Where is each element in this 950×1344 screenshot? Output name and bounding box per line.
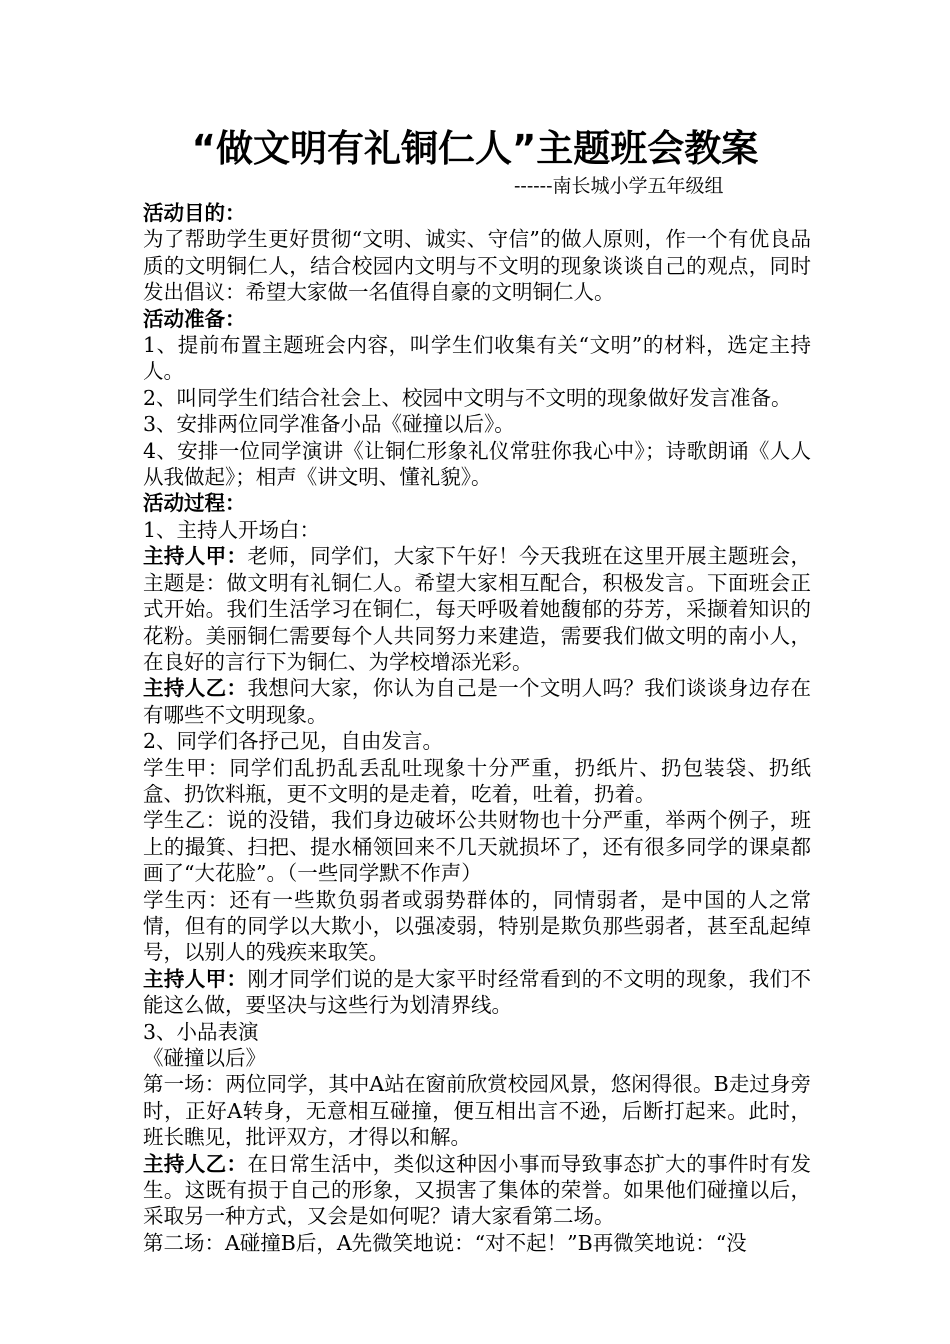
prep-item: 3、安排两位同学准备小品《碰撞以后》。 [143, 412, 515, 437]
goal-paragraph: 为了帮助学生更好贯彻“文明、诚实、守信”的做人原则，作一个有优良品质的文明铜仁人，结合校园内文明与不文明的现象谈谈自己的观点，同时发出倡议：希望大家做一名值得自豪的文明铜仁人。 [143, 227, 811, 305]
speaker-label: 主持人甲： [143, 966, 248, 991]
process-step-3: 3、小品表演 [143, 1019, 259, 1044]
section-heading-goal: 活动目的： [143, 201, 246, 225]
section-heading-prep: 活动准备： [143, 306, 246, 331]
host-a-paragraph-2 [143, 966, 811, 1019]
speech-text: 我想问大家，你认为自己是一个文明人吗？我们谈谈身边存在有哪些不文明现象。 [143, 676, 812, 727]
document-title: “做文明有礼铜仁人”主题班会教案 [191, 127, 759, 170]
host-a-paragraph-1 [143, 543, 811, 675]
process-step-2: 2、同学们各抒己见，自由发言。 [143, 729, 444, 754]
speaker-label: 主持人乙： [143, 676, 248, 701]
process-step-1: 1、主持人开场白： [143, 517, 321, 542]
scene-1-paragraph: 第一场：两位同学，其中A站在窗前欣赏校园风景，悠闲得很。B走过身旁时，正好A转身，无意相互碰撞，便互相出言不逊，后断打起来。此时，班长瞧见，批评双方，才得以和解。 [143, 1072, 811, 1150]
speaker-label: 主持人甲： [143, 544, 248, 569]
speaker-label: 主持人乙： [143, 1151, 248, 1176]
speech-text: 刚才同学们说的是大家平时经常看到的不文明的现象，我们不能这么做，要坚决与这些行为划清界线。 [143, 966, 812, 1018]
section-heading-process: 活动过程： [143, 491, 246, 516]
speech-text: 老师，同学们，大家下午好！今天我班在这里开展主题班会，主题是：做文明有礼铜仁人。希望大家相互配合，积极发言。下面班会正式开始。我们生活学习在铜仁，每天呼吸着她馥郁的芬芳，采撷着知识的花粉。美丽铜仁需要每个人共同努力来建造，需要我们做文明的南小人，在良好的言行下为铜仁、为学校增添光彩。 [143, 544, 812, 674]
host-b-paragraph-2 [143, 1151, 811, 1230]
prep-item: 1、提前布置主题班会内容，叫学生们收集有关“文明”的材料，选定主持人。 [143, 333, 811, 384]
prep-item: 2、叫同学生们结合社会上、校园中文明与不文明的现象做好发言准备。 [143, 385, 792, 410]
host-b-paragraph-1 [143, 675, 811, 728]
student-b-paragraph: 学生乙：说的没错，我们身边破坏公共财物也十分严重，举两个例子，班上的撮箕、扫把、提水桶领回来不几天就损坏了，还有很多同学的课桌都画了“大花脸”。（一些同学默不作声） [143, 808, 811, 886]
student-c-paragraph: 学生丙：还有一些欺负弱者或弱势群体的，同情弱者，是中国的人之常情，但有的同学以大欺小，以强凌弱，特别是欺负那些弱者，甚至乱起绰号，以别人的残疾来取笑。 [143, 887, 811, 965]
document-subtitle: ------南长城小学五年级组 [514, 175, 724, 197]
scene-2-paragraph: 第二场：A碰撞B后，A先微笑地说：“对不起！”B再微笑地说：“没 [143, 1230, 747, 1255]
speech-text: 在日常生活中，类似这种因小事而导致事态扩大的事件时有发生。这既有损于自己的形象，又损害了集体的荣誉。如果他们碰撞以后，采取另一种方式，又会是如何呢？请大家看第二场。 [143, 1151, 812, 1229]
prep-item: 4、安排一位同学演讲《让铜仁形象礼仪常驻你我心中》；诗歌朗诵《人人从我做起》；相声《讲文明、懂礼貌》。 [143, 438, 811, 490]
skit-title: 《碰撞以后》 [143, 1046, 266, 1070]
student-a-paragraph: 学生甲：同学们乱扔乱丢乱吐现象十分严重，扔纸片、扔包装袋、扔纸盒、扔饮料瓶，更不文明的是走着，吃着，吐着，扔着。 [143, 755, 811, 806]
document-body [143, 200, 811, 1256]
